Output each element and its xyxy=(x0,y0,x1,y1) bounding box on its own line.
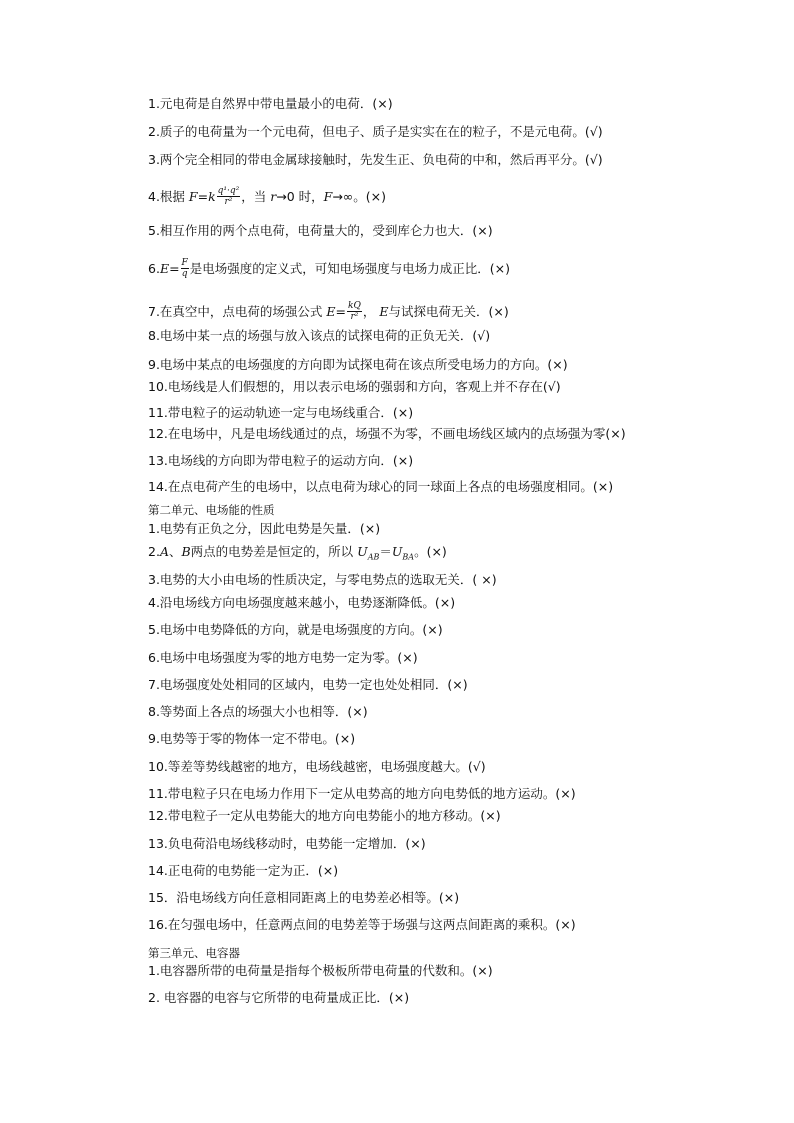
statement-2-10: 10.等差等势线越密的地方，电场线越密，电场强度越大。(√) xyxy=(148,759,486,774)
statement-2-2 xyxy=(148,544,447,566)
denominator: r² xyxy=(224,197,233,207)
statement-2-1: 1.电势有正负之分，因此电势是矢量．(×) xyxy=(148,521,381,536)
numerator: q¹·q² xyxy=(217,186,240,196)
symbol-U: U xyxy=(391,544,403,559)
statement-2-4: 4.沿电场线方向电场强度越来越小，电势逐渐降低。(×) xyxy=(148,595,456,610)
text: 4.根据 xyxy=(148,189,189,204)
symbol-F: F xyxy=(323,189,333,204)
statement-2-7: 7.电场强度处处相同的区域内，电势一定也处处相同．(×) xyxy=(148,677,468,692)
text: 6. xyxy=(148,261,160,276)
symbol-E: E xyxy=(159,261,170,276)
statement-2-5: 5.电场中电势降低的方向，就是电场强度的方向。(×) xyxy=(148,622,443,637)
numerator: F xyxy=(181,258,188,268)
statement-2-3: 3.电势的大小由电场的性质决定，与零电势点的选取无关．( ×) xyxy=(148,572,497,587)
symbol-U: U xyxy=(357,544,368,559)
subscript: BA xyxy=(402,552,415,562)
statement-3-1: 1.电容器所带的电荷量是指每个极板所带电荷量的代数和。(×) xyxy=(148,963,493,978)
symbol-A: A xyxy=(159,544,169,559)
statement-1-8: 8.电场中某一点的场强与放入该点的试探电荷的正负无关．(√) xyxy=(148,328,491,343)
numerator: kQ xyxy=(348,301,361,311)
statement-2-12: 12.带电粒子一定从电势能大的地方向电势能小的地方移动。(×) xyxy=(148,808,501,823)
statement-3-2: 2. 电容器的电容与它所带的电荷量成正比．(×) xyxy=(148,990,410,1005)
statement-2-6: 6.电场中电场强度为零的地方电势一定为零。(×) xyxy=(148,650,418,665)
statement-2-13: 13.负电荷沿电场线移动时，电势能一定增加．(×) xyxy=(148,836,426,851)
statement-1-7 xyxy=(148,302,509,323)
statement-1-2: 2.质子的电荷量为一个元电荷，但电子、质子是实实在在的粒子，不是元电荷。(√) xyxy=(148,124,603,139)
section-heading-2: 第二单元、电场能的性质 xyxy=(148,503,275,517)
statement-2-8: 8.等势面上各点的场强大小也相等．(×) xyxy=(148,704,368,719)
text: = xyxy=(169,261,180,276)
statement-1-1: 1.元电荷是自然界中带电量最小的电荷．(×) xyxy=(148,96,393,111)
statement-1-12: 12.在电场中，凡是电场线通过的点，场强不为零，不画电场线区域内的点场强为零(×) xyxy=(148,426,626,441)
statement-2-16: 16.在匀强电场中，任意两点间的电势差等于场强与这两点间距离的乘积。(×) xyxy=(148,917,576,932)
text: ＝ xyxy=(379,544,392,559)
symbol-E: E xyxy=(379,304,389,319)
section-heading-3: 第三单元、电容器 xyxy=(148,946,240,960)
text: = xyxy=(197,189,209,204)
statement-1-9: 9.电场中某点的电场强度的方向即为试探电荷在该点所受电场力的方向。(×) xyxy=(148,357,568,372)
subscript: AB xyxy=(367,552,380,562)
statement-1-13: 13.电场线的方向即为带电粒子的运动方向．(×) xyxy=(148,453,414,468)
statement-2-9: 9.电势等于零的物体一定不带电。(×) xyxy=(148,731,356,746)
text: 、 xyxy=(168,544,182,559)
text: = xyxy=(335,304,347,319)
statement-2-14: 14.正电荷的电势能一定为正．(×) xyxy=(148,863,339,878)
statement-1-11: 11.带电粒子的运动轨迹一定与电场线重合．(×) xyxy=(148,405,414,420)
denominator: r² xyxy=(350,312,359,322)
text: ，当 xyxy=(241,189,271,204)
statement-2-11: 11.带电粒子只在电场力作用下一定从电势高的地方向电势低的地方运动。(×) xyxy=(148,786,576,801)
text: 。(×) xyxy=(414,544,447,559)
text: →∞。(×) xyxy=(332,189,386,204)
text: 两点的电势差是恒定的，所以 xyxy=(190,544,358,559)
symbol-r: r xyxy=(270,189,277,204)
statement-1-5: 5.相互作用的两个点电荷，电荷量大的，受到库仑力也大．(×) xyxy=(148,223,493,238)
symbol-k: k xyxy=(208,189,216,204)
statement-1-6 xyxy=(148,259,510,280)
fraction xyxy=(181,258,189,279)
text: 与试探电荷无关．(×) xyxy=(388,304,509,319)
text: 是电场强度的定义式，可知电场强度与电场力成正比．(×) xyxy=(189,261,511,276)
statement-1-14: 14.在点电荷产生的电场中，以点电荷为球心的同一球面上各点的电场强度相同。(×) xyxy=(148,479,614,494)
statement-1-4 xyxy=(148,187,386,208)
text: 7.在真空中，点电荷的场强公式 xyxy=(148,304,327,319)
fraction xyxy=(347,301,362,322)
symbol-B: B xyxy=(181,544,191,559)
text: 2. xyxy=(148,544,160,559)
statement-1-3: 3.两个完全相同的带电金属球接触时，先发生正、负电荷的中和，然后再平分。(√) xyxy=(148,152,603,167)
fraction xyxy=(217,186,241,207)
denominator: q xyxy=(181,269,188,279)
statement-1-10: 10.电场线是人们假想的，用以表示电场的强弱和方向，客观上并不存在(√) xyxy=(148,379,561,394)
symbol-E: E xyxy=(326,304,336,319)
statement-2-15: 15．沿电场线方向任意相同距离上的电势差必相等。(×) xyxy=(148,890,460,905)
symbol-F: F xyxy=(188,189,198,204)
text: →0 时， xyxy=(276,189,324,204)
text: ， xyxy=(362,304,380,319)
